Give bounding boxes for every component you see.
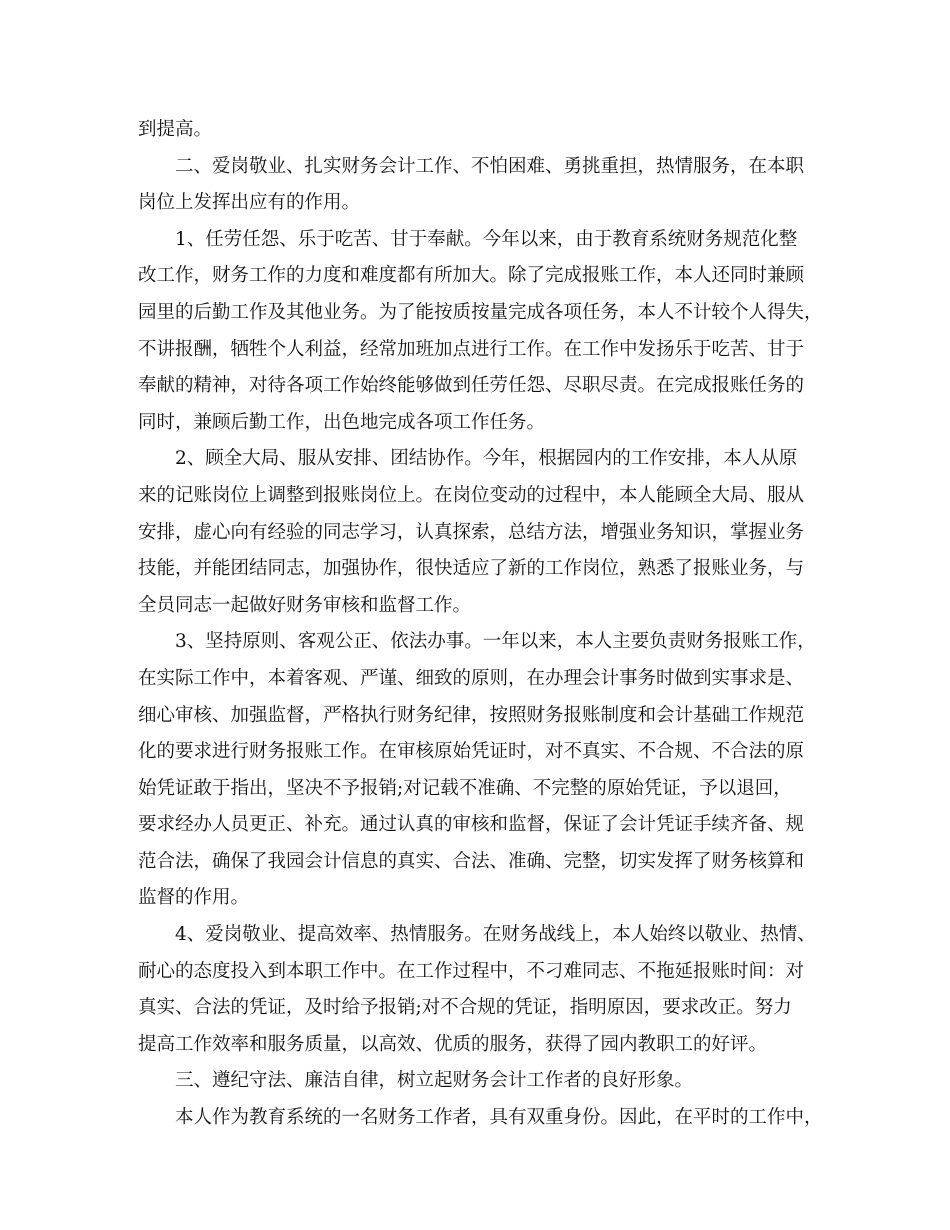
text-line: 全员同志一起做好财务审核和监督工作。: [138, 594, 472, 616]
text-line: 4、爱岗敬业、提高效率、热情服务。在财务战线上，本人始终以敬业、热情、: [175, 924, 816, 946]
text-line: 在实际工作中，本着客观、严谨、细致的原则，在办理会计事务时做到实事求是、: [138, 667, 805, 689]
text-line: 真实、合法的凭证，及时给予报销;对不合规的凭证，指明原因，要求改正。努力: [138, 997, 792, 1019]
text-line: 2、顾全大局、服从安排、团结协作。今年，根据园内的工作安排，本人从原: [175, 448, 798, 470]
text-line: 本人作为教育系统的一名财务工作者，具有双重身份。因此，在平时的工作中，: [175, 1107, 823, 1129]
text-line: 园里的后勤工作及其他业务。为了能按质按量完成各项任务，本人不计较个人得失，: [138, 301, 823, 323]
text-line: 提高工作效率和服务质量，以高效、优质的服务，获得了园内教职工的好评。: [138, 1033, 768, 1055]
text-line: 不讲报酬，牺牲个人利益，经常加班加点进行工作。在工作中发扬乐于吃苦、甘于: [138, 338, 805, 360]
text-line: 技能，并能团结同志，加强协作，很快适应了新的工作岗位，熟悉了报账业务，与: [138, 558, 805, 580]
text-line: 耐心的态度投入到本职工作中。在工作过程中，不刁难同志、不拖延报账时间：对: [138, 960, 805, 982]
text-line: 二、爱岗敬业、扎实财务会计工作、不怕困难、勇挑重担，热情服务，在本职: [175, 155, 805, 177]
text-line: 岗位上发挥出应有的作用。: [138, 192, 361, 214]
document-body: [138, 112, 823, 1137]
text-line: 改工作，财务工作的力度和难度都有所加大。除了完成报账工作，本人还同时兼顾: [138, 265, 805, 287]
text-line: 到提高。: [138, 119, 213, 140]
text-line: 监督的作用。: [138, 887, 250, 909]
text-line: 来的记账岗位上调整到报账岗位上。在岗位变动的过程中，本人能顾全大局、服从: [138, 484, 805, 506]
text-line: 3、坚持原则、客观公正、依法办事。一年以来，本人主要负责财务报账工作，: [175, 631, 816, 653]
text-line: 同时，兼顾后勤工作，出色地完成各项工作任务。: [138, 411, 546, 433]
text-line: 要求经办人员更正、补充。通过认真的审核和监督，保证了会计凭证手续齐备、规: [138, 814, 805, 836]
text-line: 始凭证敢于指出，坚决不予报销;对记载不准确、不完整的原始凭证，予以退回，: [138, 777, 792, 799]
text-line: 细心审核、加强监督，严格执行财务纪律，按照财务报账制度和会计基础工作规范: [138, 704, 805, 726]
text-line: 奉献的精神，对待各项工作始终能够做到任劳任怨、尽职尽责。在完成报账任务的: [138, 375, 805, 397]
text-line: 三、遵纪守法、廉洁自律，树立起财务会计工作者的良好形象。: [175, 1070, 694, 1092]
text-line: 安排，虚心向有经验的同志学习，认真探索，总结方法，增强业务知识，掌握业务: [138, 521, 805, 543]
text-line: 化的要求进行财务报账工作。在审核原始凭证时，对不真实、不合规、不合法的原: [138, 741, 805, 763]
text-line: 1、任劳任怨、乐于吃苦、甘于奉献。今年以来，由于教育系统财务规范化整: [175, 228, 798, 250]
text-line: 范合法，确保了我园会计信息的真实、合法、准确、完整，切实发挥了财务核算和: [138, 850, 805, 872]
